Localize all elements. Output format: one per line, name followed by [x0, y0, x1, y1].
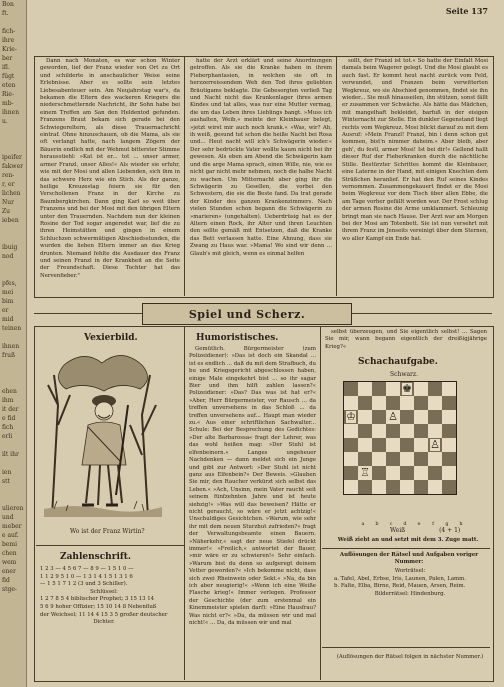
zahlenschrift-line: Dichter.: [93, 619, 115, 626]
gutter-fragment: fich-: [2, 28, 16, 35]
chess-square-d6: [386, 410, 400, 424]
chess-square-c6: [372, 410, 386, 424]
chess-board: [343, 381, 457, 495]
gutter-fragment: Bon: [2, 1, 14, 8]
chess-square-b5: [358, 424, 372, 438]
chess-square-d2: [386, 466, 400, 480]
gutter-fragment: [0, 270, 26, 279]
solution-line: a. Tafel, Abel, Erbse, Iris, Launen, Palen, Lamm.: [334, 575, 466, 582]
chess-square-b3: [358, 452, 372, 466]
gutter-fragment: [0, 18, 26, 27]
chess-square-e2: [400, 466, 414, 480]
solution-line: Bilderrätsel: Hindenburg.: [374, 590, 446, 597]
chess-square-d8: [386, 382, 400, 396]
gutter-fragment: ehen: [2, 388, 17, 395]
gutter-fragment: und: [2, 514, 14, 521]
chess-square-b6: [358, 410, 372, 424]
gutter-fragment: e fid: [2, 415, 16, 422]
board-file-label: e: [417, 521, 421, 527]
chess-square-b2: [358, 466, 372, 480]
chess-square-h2: [442, 466, 456, 480]
chess-square-f3: [414, 452, 428, 466]
section-rule: [34, 313, 142, 314]
gutter-fragment: fakwer: [2, 163, 23, 170]
section-title: Spiel und Scherz.: [188, 307, 306, 321]
humor-title: Humoristisches.: [196, 333, 279, 343]
chess-square-a1: [344, 480, 358, 494]
chess-square-b1: [358, 480, 372, 494]
chess-square-h6: [442, 410, 456, 424]
story-text: sollt, der Franzl ist tot.« So hatte der Einfalt Mosi damals beim Wagerer gelegt. Und die Mosi glaubt es auch fast. Er kommt heut nacht zurück vom Feld, verwundet, und Franzen beim verwitterten Wegkreuz, wo sie Abschied genommen, findet sie ihn wieder... Sie muß hinauseilen, ihn stützen, sonst fällt er zusammen vor Schwäche. Als hätte das Mädchen, mit mangelhaft bekleidet, barfuß in der eisigen Winternacht zur Stelle. Ein dunkler Gegenstand liegt rechts vom Wegkreuz. Mosi blickt darauf zu mit dem Ausruf: »Mein Franzl! Franzl, bin i denn schon gut kommen, bist'n nimmer daheim.« Aber bleib, aber geh', du festl, armer Mosi! Ist bei dir!« Gellend hallt dieser Ruf der Fieberkranken durch die nächtliche Stille. Bestürzter Schrittes kommt die Kleinbauer, eine Laterne in der Hand, mit einigen Knechten dem Sträßchen heranlief. Er hat den Ruf seines Kindes vernommen. Zusammengekauert findet er die Mosi beim Wegkreuz vor dem Tisch über allen Ebbe, die am Tage vorher gefällt worden war. Der Frost schlug der armen Rosine die Arme umklammert. Schleunig bringt man sie nach Hause. Der Arzt war am Morgen bei der Mosi am Totenbett. Sie ist nun versehrt mit ihrem Franz im Jenseits vereinigt über dem Sternen, wo aller Kampf ein Ende hat.: [342, 58, 488, 242]
chess-piece: ♙: [388, 410, 398, 423]
zahlenschrift-body: [40, 566, 168, 627]
chess-square-b4: [358, 438, 372, 452]
gutter-fragment: fid: [2, 577, 10, 584]
chess-square-h4: [442, 438, 456, 452]
chess-square-e4: [400, 438, 414, 452]
chess-square-a4: [344, 438, 358, 452]
gutter-fragment: [0, 144, 26, 153]
board-file-label: d: [403, 521, 407, 527]
chess-square-h1: [442, 480, 456, 494]
humor-text: Gemütlich. Bürgermeister (zum Polizeidiener): »Das ist doch ein Skandal ... ist es endlich ... daß du mit dem Strafbuch, du bu und Kriegsgericht abgeschlossen haben, einige Male eingekehrt bist ... so ihr sagar Bier und ihm hilft zahlen lassen?« Polizeidiener: »Das? Das was ist hat er?« »Aber, Herr Bürgermeister, vor Rausch ... da treffen unversehens in das Schloß ... da treffen unversehens auf... Haupt man wieder zu.« Aus einer schriftlichen Sachwalter... Schule: Bei der Besprechung des Gedichtes: »Der alte Barbarossa« fragt der Lehrer, was das wohl heißen mag: »Der Stuhl ist elfenbeinern.« Langes ungeheuer Nachdenken — dann meldet sich ein Junge und gibt zur Antwort: »Der Stuhl ist nicht ganz aus Elfenbein?« Der Beweis. »Glauben Sie mir, den Raucher verkürzt sich selbst das Leben.« »Ach, Unsinn, mein Vater raucht seit seinem fünfzehnten Jahre und ist heute siebzig!« »Was will das beweisen? Hätte er nicht geraucht, so wäre er jetzt achtzig!« Unschuldiges Gesichtchen. »Warum, wie sehr ihr mit dem neuen Sturzhut zufrieden?« fragt der Verwaltungsbeamte einen Bauern. »Näherkehr,« sagt der neue Stiefel drückt immer!« »Freilich,« antwortet der Bauer, »mir wäre er zu schwieren!« Sehr einfach. »Warum bist du denn so aufgeregt deinem Vetter geworden?« »Ich bekomme nicht, dass sich zwei Rheinwein oder Sekt.« »Na, da bin ich aber neugierig!« »Wenn ich eine Weiße Flasche krieg!« Immer verlegen. Professor der Geschichte (der zum erstenmal ein Kinemmeister spielen darf): »Eine Hausfrau? Was nicht er?« »Da, da müssen wir und mal nicht!« ... Da, da müssen wir und mal: [189, 346, 316, 627]
board-file-label: f: [432, 521, 434, 527]
board-file-label: a: [361, 521, 365, 527]
gutter-fragment: er: [2, 307, 9, 314]
column-divider: [336, 56, 337, 296]
story-text: Dann nach Monaten, es war schon Winter geworden, lief der Franz wieder von Ort zu Ort und schilderte in anschaulicher Weise seine Erlebnisse. Aber es sollte sein letztes Liebesabenteuer sein. Am Neujahrstag war's, da bekamen die Eltern des wackeren Kriegers die niederschmetternde Nachricht, ihr Sohn habe bei einem Treffen am San den Heldentod gefunden. Franzens Braut bekam sich gerade bei den Schwiegereltern, als diese Trauernachricht eintraf. Ohne hinzuschauen, ob die Mama, als sie oft verlangt hatte, nach langem Zögern der Bäuerin endlich mit der Wehmut bitterster Stimme herausstiehl: »Kat ist er... tot ... unser armer, armer Franzl, unser Alles!« Als wieder sie erfuhr, wie mit der Mosi und allen Liebenden, sich ihm in das schwere Herz wie ein Stich. Als der ganze, heilige Kreuzestag feiern sie für den Verschollenen Franz in der Kirche zu Baumbergkirchen. Dann ging Karl so weit über Franzens und bei der Mosi mit den übrigen Eltern unter den Trauernden. Nachdem nun der kleinen Rosine der Tod sogar angeredet war, lief die zu ihren Heimstätten und gingen in einem Schluchzen schwermütigen Abschiedsstunden, die wurden die lieben Eltern immer an das Krieg drunten. Niemand fehlte die Ausdauer des Franz und seinen Franzl in der Krankheit an die Seite der Freundschaft. Diese Tochter hat das Nervenfieber.": [40, 58, 180, 279]
humor-column: [189, 346, 316, 676]
section-rule: [322, 647, 490, 648]
schach-note: Weiß zieht an und setzt mit dem 3. Zuge matt.: [337, 537, 479, 543]
chess-square-g1: [428, 480, 442, 494]
zahlenschrift-line: — 1 5 1 7 1 2 (3 und 3 Schiller).: [40, 581, 128, 588]
gutter-fragment: u.: [2, 118, 8, 125]
gutter-fragment: ien: [2, 469, 12, 476]
gutter-fragment: Nur: [2, 199, 14, 206]
story-column-3: [342, 58, 488, 294]
gutter-fragment: e auf.: [2, 532, 19, 539]
gutter-fragment: nod: [2, 253, 14, 260]
solutions-footer: (Auflösungen der Rätsel folgen in nächster Nummer.): [336, 654, 484, 660]
section-banner: [142, 303, 352, 325]
gutter-fragment: [0, 378, 26, 387]
gutter-fragment: ilt ihr: [2, 451, 19, 458]
gutter-fragment: mid: [2, 316, 14, 323]
chess-square-f2: [414, 466, 428, 480]
vexierbild-question: Wo ist der Franz Wirtin?: [70, 528, 145, 535]
gutter-fragment: chen: [2, 550, 17, 557]
gutter-fragment: ihre: [2, 37, 15, 44]
zahlenschrift-line: der Weichsel; 11 14 4 15 3 5 großer deutscher: [40, 611, 168, 618]
section-rule: [36, 545, 184, 546]
chess-piece: ♙: [430, 438, 440, 451]
zahlenschrift-title: Zahlenschrift.: [60, 552, 132, 562]
gutter-fragment: [0, 225, 26, 234]
gutter-fragment: fich: [2, 424, 14, 431]
gutter-fragment: [0, 459, 26, 468]
chess-square-f1: [414, 480, 428, 494]
gutter-fragment: [0, 234, 26, 243]
page-number: Seite 137: [445, 6, 488, 16]
chess-square-d3: [386, 452, 400, 466]
chess-square-g4: [428, 438, 442, 452]
chess-square-a2: [344, 466, 358, 480]
vexierbild-title: Vexierbild.: [84, 333, 138, 343]
gutter-fragment: Rie-: [2, 91, 15, 98]
chess-square-c2: [372, 466, 386, 480]
chess-square-c4: [372, 438, 386, 452]
gutter-fragment: ibuig: [2, 244, 18, 251]
gutter-fragment: ihnen: [2, 343, 20, 350]
chess-square-e1: [400, 480, 414, 494]
chess-square-d1: [386, 480, 400, 494]
chess-square-e5: [400, 424, 414, 438]
column-divider: [184, 56, 185, 296]
solutions-subtitle: Worträtsel:: [394, 568, 426, 574]
gutter-fragment: eten: [2, 82, 16, 89]
gutter-fragment: Zu: [2, 208, 11, 215]
gutter-fragment: bim: [2, 298, 14, 305]
chess-piece: ♚: [402, 382, 412, 395]
left-page-gutter: [0, 0, 27, 687]
solutions-title: Auflösungen der Rätsel und Aufgaben voriger Nummer:: [339, 552, 479, 565]
gutter-fragment: [0, 135, 26, 144]
snippet-column: [325, 329, 487, 355]
chess-square-g2: [428, 466, 442, 480]
chess-square-h7: [442, 396, 456, 410]
gutter-fragment: stt: [2, 478, 10, 485]
gutter-fragment: bemi: [2, 541, 17, 548]
schach-white-row: [340, 527, 480, 534]
gutter-fragment: ifl.: [2, 64, 10, 71]
chess-square-e6: [400, 410, 414, 424]
solutions-body: [334, 568, 486, 598]
chess-piece: ♔: [346, 410, 356, 423]
chess-square-h3: [442, 452, 456, 466]
board-file-label: h: [459, 521, 463, 527]
chess-square-c5: [372, 424, 386, 438]
chess-square-f6: [414, 410, 428, 424]
chess-square-d4: [386, 438, 400, 452]
gutter-fragment: wem: [2, 559, 17, 566]
chess-square-f7: [414, 396, 428, 410]
gutter-fragment: [0, 261, 26, 270]
zahlenschrift-line: 5 6 9 hoher Offizier; 15 10 14 8 Nebenfluß: [40, 603, 157, 610]
gutter-fragment: [0, 360, 26, 369]
chess-square-g7: [428, 396, 442, 410]
chess-square-g5: [428, 424, 442, 438]
column-divider: [184, 326, 185, 680]
chess-piece: ♖: [360, 466, 370, 479]
gutter-fragment: fügt: [2, 73, 15, 80]
solution-line: b. Falte, Elba, Birne, Reid, Mauen, Arsen, Reim.: [334, 583, 466, 589]
gutter-fragment: stge-: [2, 586, 17, 593]
chess-square-c7: [372, 396, 386, 410]
gutter-fragment: [0, 126, 26, 135]
gutter-fragment: it der: [2, 406, 19, 413]
chess-square-h5: [442, 424, 456, 438]
chess-square-g3: [428, 452, 442, 466]
chess-square-a8: [344, 382, 358, 396]
chess-square-h8: [442, 382, 456, 396]
chess-square-d7: [386, 396, 400, 410]
gutter-fragment: ren-: [2, 172, 15, 179]
chess-square-a3: [344, 452, 358, 466]
gutter-fragment: ft.: [2, 10, 9, 17]
chess-square-a5: [344, 424, 358, 438]
chess-square-c3: [372, 452, 386, 466]
gutter-fragment: mei: [2, 289, 14, 296]
chess-square-g8: [428, 382, 442, 396]
vexierbild-illustration: [44, 345, 162, 517]
chess-square-g6: [428, 410, 442, 424]
gutter-fragment: erli: [2, 433, 13, 440]
gutter-fragment: ihm: [2, 397, 14, 404]
chess-square-b7: [358, 396, 372, 410]
gutter-fragment: [0, 333, 26, 342]
chess-square-e8: [400, 382, 414, 396]
board-file-label: c: [389, 521, 393, 527]
chess-square-f4: [414, 438, 428, 452]
gutter-fragment: fruß: [2, 352, 15, 359]
gutter-fragment: meber: [2, 523, 22, 530]
chess-square-a6: [344, 410, 358, 424]
gutter-fragment: ener: [2, 568, 16, 575]
gutter-fragment: r, er: [2, 181, 15, 188]
gutter-fragment: ihnen: [2, 109, 20, 116]
chess-square-e7: [400, 396, 414, 410]
chess-square-f8: [414, 382, 428, 396]
gutter-fragment: [0, 441, 26, 450]
snippet-text: selbst überzeugen, und Sie eigentlich selbst! ... Sagen Sie mir, wann begann eigentlich der dreißigjährige Krieg?«: [325, 329, 487, 350]
chess-square-b8: [358, 382, 372, 396]
zahlenschrift-line: 1 2 7 8 5 4 biblischer Prophet; 3 15 13 14: [40, 596, 155, 603]
story-text: hatte der Arzt erklärt und seine Anordnungen getroffen. Als sie die Kranke haben in ihrem Fieberphantasien, in welchen sie oft in herzzerreissendem Weh den Tod ihres geliebten Bräutigams beklagte. Die Gebesorgten verließ Tag und Nacht nicht das Krankenlager ihres armen Kindes und tat alles, was nur eine Mutter vermag, die um das Leben ihres Lieblings bangt. »Muss ich aushalten, Weib,« meinte der Kleinbauer belegt, »jetzt wirst mir auch noch krank.« »Was, wir? Ah, ih weiß, gesund tut schon die heiße Nacht bei Rosa und... Heut nacht will ich's Schwägerin wieder.« Der sehr bedrückte Vater wollte kaum nicht bei ihr gewesen. Als eben am Abend die Schwägerin kam und die arge Mama sprach, einen Wille, nie, wie es nicht gar nicht mehr nehmen, noch die halbe Nacht zu wachen. Um Mitternacht aber ging ihr die Schwägerin zu Gesellen, die vorbei den Schwestern, die sie die Beste fand. Da trat gerade der Kinder des ganzen Krankenzimmers. Nach vielen Stunden schon begann die Schwägerin zu »marieren« (ungehalten). Ueberdrüsig hat es der Altern einen Rock, ihr Alter und ihren Leuchten den sollte gemäß mit Entsetzen, daß die Kranke das Bett verlassen hatte. Eine Ahnung, dass sie Zwang zu Haus war. »Mama! Wo sind wir denn ... Glaub's mit gleich, wenn es einmal helfen: [190, 58, 332, 257]
gutter-fragment: [0, 369, 26, 378]
gutter-fragment: ulieren: [2, 505, 24, 512]
gutter-fragment: Krie-: [2, 46, 17, 53]
gutter-fragment: [0, 495, 26, 504]
gutter-fragment: pfes,: [2, 280, 17, 287]
chess-square-e3: [400, 452, 414, 466]
board-file-label: g: [445, 521, 449, 527]
gutter-fragment: ipeifer: [2, 154, 22, 161]
schach-title: Schachaufgabe.: [358, 357, 438, 367]
section-rule: [322, 548, 490, 549]
chess-square-a7: [344, 396, 358, 410]
story-column-1: [40, 58, 180, 294]
chess-square-c1: [372, 480, 386, 494]
schach-white-label: Weiß: [390, 527, 406, 534]
section-rule: [350, 313, 492, 314]
zahlenschrift-line: Schlüssel:: [90, 588, 118, 595]
schach-piece-count: (4 + 1): [439, 527, 461, 534]
gutter-fragment: teinen: [2, 325, 22, 332]
gutter-fragment: lichen: [2, 190, 21, 197]
chess-square-d5: [386, 424, 400, 438]
story-column-2: [190, 58, 332, 294]
schach-black-label: Schwarz.: [390, 371, 418, 378]
board-file-label: b: [375, 521, 379, 527]
gutter-fragment: ieben: [2, 217, 19, 224]
gutter-fragment: mb-: [2, 100, 14, 107]
column-divider: [320, 326, 321, 680]
chess-square-c8: [372, 382, 386, 396]
chess-square-f5: [414, 424, 428, 438]
chess-grid: [343, 381, 457, 495]
zahlenschrift-line: 1 1 2 9 5 1 0 — 1 3 1 4 1 5 1 3 1 6: [40, 573, 133, 580]
gutter-fragment: ber: [2, 55, 13, 62]
zahlenschrift-line: 1 2 3 — 4 5 6 7 — 8 9 — 1 5 1 0 —: [40, 566, 134, 572]
gutter-fragment: [0, 486, 26, 495]
